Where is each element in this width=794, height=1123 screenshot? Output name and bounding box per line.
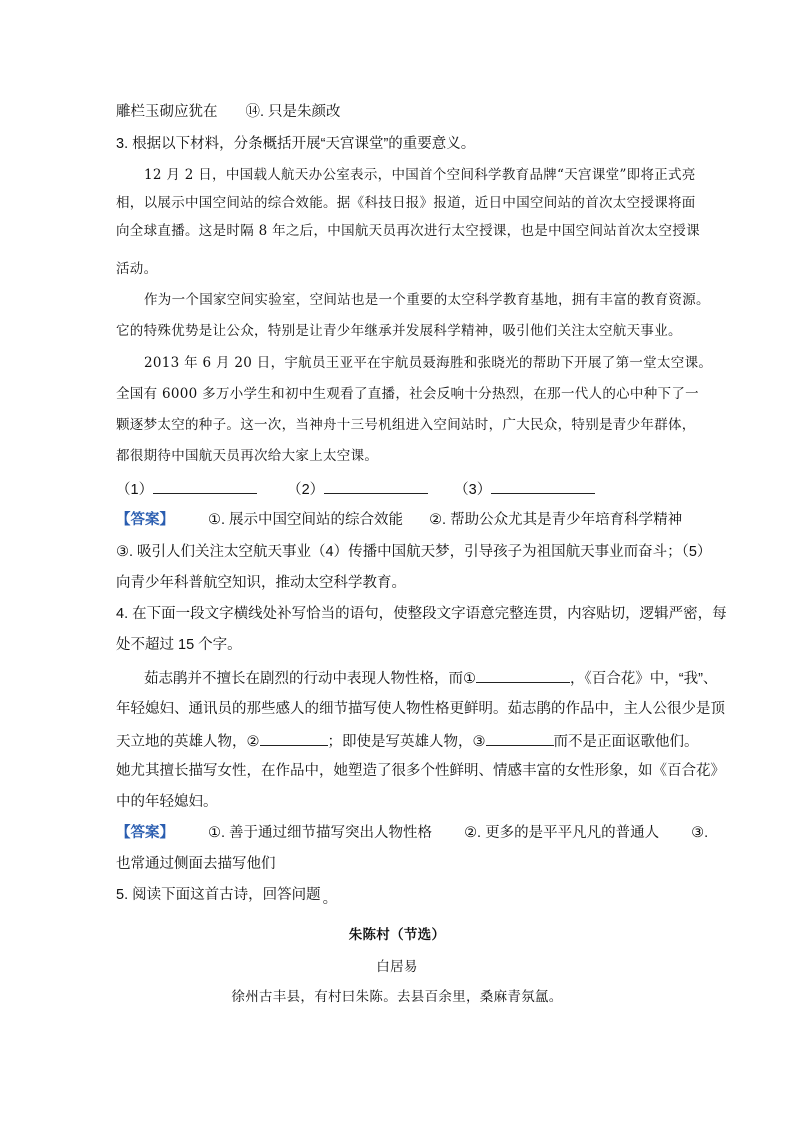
q5-stem bbox=[116, 886, 338, 907]
q5-stem-dot: 。 bbox=[322, 891, 338, 907]
q4-p3-text-c: 而不是正面讴歌他们。 bbox=[553, 734, 699, 750]
poem-title: 朱陈村（节选） bbox=[348, 927, 446, 943]
q4-p3-text-a: 天立地的英雄人物，② bbox=[116, 734, 260, 750]
q2-tail-right: . 只是朱颜改 bbox=[260, 104, 341, 120]
q4-answer-2: ②. 更多的是平平凡凡的普通人 bbox=[464, 825, 660, 841]
answer-tag: 【答案】 bbox=[116, 512, 174, 528]
q4-p3-text-b: ；即使是写英雄人物，③ bbox=[327, 734, 486, 750]
q4-stem-line-2: 处不超过 15 个字。 bbox=[116, 637, 242, 653]
q3-answer-4: 向青少年科普航空知识，推动太空科学教育。 bbox=[116, 575, 406, 591]
q4-para-line-2: 年轻媳妇、通讯员的那些感人的细节描写使人物性格更鲜明。茹志鹃的作品中，主人公很少是顶 bbox=[116, 701, 725, 717]
q4-answer-line-2: 也常通过侧面去描写他们 bbox=[116, 856, 276, 872]
q3-passage-line: 12 月 2 日，中国载人航天办公室表示，中国首个空间科学教育品牌“天宫课堂”即将正式亮 bbox=[144, 167, 696, 183]
q4-blank-2[interactable] bbox=[260, 731, 328, 746]
q4-p1-text-b: ，《百合花》中，“我”、 bbox=[570, 671, 718, 687]
q3-blank-2[interactable] bbox=[324, 479, 428, 494]
q3-passage-line: 作为一个国家空间实验室，空间站也是一个重要的太空科学教育基地，拥有丰富的教育资源。 bbox=[144, 292, 710, 308]
q3-passage-line: 活动。 bbox=[116, 261, 158, 277]
q4-p1-text: 茹志鹃并不擅长在剧烈的行动中表现人物性格，而① bbox=[144, 671, 476, 687]
q4-blank-1[interactable] bbox=[476, 668, 570, 683]
q4-answer-1: ①. 善于通过细节描写突出人物性格 bbox=[208, 825, 433, 841]
q3-answer-2: ②. 帮助公众尤其是青少年培育科学精神 bbox=[429, 512, 683, 528]
q3-passage-line: 2013 年 6 月 20 日，宇航员王亚平在宇航员聂海胜和张晓光的帮助下开展了第一堂太空课。 bbox=[144, 355, 713, 371]
q3-blank-label-2: （2） bbox=[287, 482, 325, 498]
q2-tail-num: ⑭ bbox=[245, 104, 260, 120]
q3-passage-line: 都很期待中国航天员再次给大家上太空课。 bbox=[116, 448, 379, 464]
q3-blanks-row bbox=[116, 479, 595, 499]
q4-answer-line bbox=[116, 824, 708, 842]
q3-answer-1: ①. 展示中国空间站的综合效能 bbox=[208, 512, 404, 528]
q2-tail-left: 雕栏玉砌应犹在 bbox=[116, 104, 218, 120]
q3-answer-line bbox=[116, 511, 682, 529]
q5-stem-text: 5. 阅读下面这首古诗，回答问题 bbox=[116, 887, 321, 903]
q3-blank-3[interactable] bbox=[491, 479, 595, 494]
q4-blank-3[interactable] bbox=[486, 731, 554, 746]
q3-blank-label-3: （3） bbox=[454, 482, 492, 498]
answer-tag: 【答案】 bbox=[116, 825, 174, 841]
q4-para-line-4: 她尤其擅长描写女性，在作品中，她塑造了很多个性鲜明、情感丰富的女性形象，如《百合花》 bbox=[116, 763, 725, 779]
q3-passage-line: 它的特殊优势是让公众，特别是让青少年继承并发展科学精神，吸引他们关注太空航天事业。 bbox=[116, 323, 682, 339]
q4-para-line-1 bbox=[144, 668, 717, 688]
q3-answer-3: ③. 吸引人们关注太空航天事业（4）传播中国航天梦，引导孩子为祖国航天事业而奋斗；（5） bbox=[116, 544, 712, 560]
poem-line: 徐州古丰县，有村曰朱陈。去县百余里，桑麻青氛氲。 bbox=[231, 989, 563, 1005]
q4-answer-3: ③. bbox=[691, 825, 709, 841]
q3-blank-label-1: （1） bbox=[116, 482, 154, 498]
q3-passage-line: 颗逐梦太空的种子。这一次，当神舟十三号机组进入空间站时，广大民众，特别是青少年群体， bbox=[116, 417, 696, 433]
q3-passage-line: 全国有 6000 多万小学生和初中生观看了直播，社会反响十分热烈，在那一代人的心中种下了一 bbox=[116, 386, 699, 402]
q2-tail-line bbox=[116, 103, 341, 121]
q3-passage-line: 相，以展示中国空间站的综合效能。据《科技日报》报道，近日中国空间站的首次太空授课将面 bbox=[116, 195, 696, 211]
q4-para-line-5: 中的年轻媳妇。 bbox=[116, 794, 218, 810]
q3-passage-line: 向全球直播。这是时隔 8 年之后，中国航天员再次进行太空授课，也是中国空间站首次太空授课 bbox=[116, 223, 700, 239]
q3-stem: 3. 根据以下材料，分条概括开展“天宫课堂”的重要意义。 bbox=[116, 136, 476, 152]
q3-blank-1[interactable] bbox=[153, 479, 257, 494]
poem-author: 白居易 bbox=[376, 959, 418, 975]
q4-para-line-3 bbox=[116, 731, 699, 751]
q4-stem-line-1: 4. 在下面一段文字横线处补写恰当的语句，使整段文字语意完整连贯，内容贴切，逻辑严密，每 bbox=[116, 606, 727, 622]
